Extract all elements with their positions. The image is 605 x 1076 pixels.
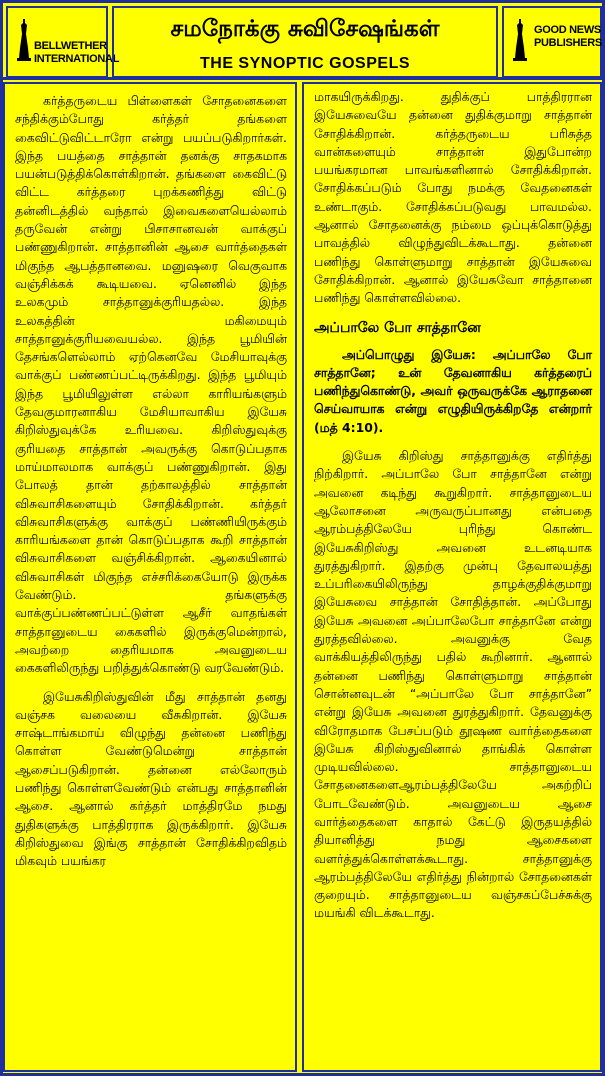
statue-icon (16, 18, 32, 62)
page-header (0, 0, 605, 80)
left-publisher-name: BELLWETHER INTERNATIONAL (34, 40, 120, 65)
page-title-tamil: சமநோக்கு சுவிசேஷங்கள் (170, 16, 440, 42)
right-publisher-name: GOOD NEWS PUBLISHERS (534, 24, 602, 49)
right-column (302, 82, 602, 1072)
page-title-english: THE SYNOPTIC GOSPELS (199, 55, 411, 72)
section-heading: அப்பாலே போ சாத்தானே (314, 319, 481, 336)
statue-icon (512, 18, 528, 62)
scripture-quote: அப்பொழுது இயேசு: அப்பாலே போ சாத்தானே; உன் தேவனாகிய கர்த்தரைப் பணிந்துகொண்டு, அவர் ஒருவருக்கே ஆராதனை செய்வாயாக என்று எழுதியிருக்கிறதே என்றார் (மத் 4:10). (314, 346, 592, 435)
paragraph: இயேசுகிறிஸ்துவின் மீது சாத்தான் தனது வஞ்சக வலையை வீசுகிறான். இயேசு சாஷ்டாங்கமாய் விழுந்து தன்னை பணிந்து கொள்ள வேண்டுமென்று சாத்தான் ஆசைப்படுகிறான். தன்னை எல்லோரும் பணிந்து கொள்ளவேண்டும் என்பது சாத்தானின் ஆசை. ஆனால் கர்த்தர் மாத்திரமே நமது துதிகளுக்கு பாத்திரராக இருக்கிறார். இயேசு கிறிஸ்துவை இங்கு சாத்தான் சோதிக்கிறவிதம் மிகவும் பயங்கர (15, 688, 287, 869)
left-column (3, 82, 297, 1072)
right-publisher-box (502, 6, 602, 78)
paragraph: கர்த்தருடைய பிள்ளைகள் சோதனைகளை சந்திக்கும்போது கர்த்தர் தங்களை கைவிட்டுவிட்டாரோ என்று பயப்படுகிறார்கள். இந்த பயத்தை சாத்தான் தனக்கு சாதகமாக பயன்படுத்திக்கொள்கிறான். தங்களை கைவிட்டு விட்ட கர்த்தரை புறக்கணித்து விட்டு தன்னிடத்தில் வந்தால் இவைகளையெல்லாம் தருவேன் என்று பிசாசானவன் வாக்குப் பண்ணுகிறான். சாத்தானின் ஆசை வார்த்தைகள் மிகுந்த ஆபத்தானவை. மனுஷரை வெகுவாக வஞ்சிக்கக் கூடியவை. ஏனெனில் இந்த உலகமும் சாத்தானுக்குரியதல்ல. இந்த உலகத்தின் மகிமையும் சாத்தானுக்குரியவையல்ல. இந்த பூமியின் தேசங்களெல்லாம் ஏற்கெனவே மேசியாவுக்கு வாக்குப் பண்ணப்பட்டிருக்கிறது. இந்த பூமியும் இந்த பூமியிலுள்ள எல்லா காரியங்களும் தேவகுமாரனாகிய மேசியாவாகிய இயேசு கிறிஸ்துவுக்கே உரியவை. கிறிஸ்துவுக்கு குரியதை சாத்தான் அவருக்கு கொடுப்பதாக மாய்மாலமாக வாக்குப் பண்ணுகிறான். இது போலத் தான் தற்காலத்தில் சாத்தான் விசுவாசிகளையும் சோதிக்கிறான். கர்த்தர் விசுவாசிகளுக்கு வாக்குப் பண்ணியிருக்கும் காரியங்களை தான் கொடுப்பதாக கூறி சாத்தான் விசுவாசிகளை வஞ்சிக்கிறான். ஆகையினால் விசுவாசிகள் மிகுந்த எச்சரிக்கையோடு இருக்க வேண்டும். தங்களுக்கு வாக்குப்பண்ணப்பட்டுள்ள ஆசீர் வாதங்கள் சாத்தானுடைய கைகளில் இருக்குமென்றால், அவற்றை தைரியமாக அவனுடைய கைகளிலிருந்து பறித்துக்கொண்டு வரவேண்டும். (15, 93, 287, 676)
left-publisher-box (6, 6, 120, 78)
paragraph-continued: மாகயிருக்கிறது. துதிக்குப் பாத்திரரான இயேசுவையே தன்னை துதிக்குமாறு சாத்தான் சோதிக்கிறான். கர்த்தருடைய பரிசுத்த வான்களையும் சாத்தான் இதுபோன்ற பயங்கரமான பாவங்களினால் சோதிக்கிறான். சோதிக்கப்படும் போது நமக்கு வேதனைகள் உண்டாகும். சோதிக்கப்படுவது பாவமல்ல. ஆனால் சோதனைக்கு நம்மை ஒப்புக்கொடுத்து பாவத்தில் விழுந்துவிடக்கூடாது. தன்னை பணிந்து கொள்ளுமாறு சாத்தான் இயேசுவை சோதிக்கிறான். ஆனால் இயேசுவோ சாத்தானை பணிந்து கொள்ளவில்லை. (314, 89, 592, 306)
paragraph: இயேசு கிறிஸ்து சாத்தானுக்கு எதிர்த்து நிற்கிறார். அப்பாலே போ சாத்தானே என்று அவனை கடிந்து கூறுகிறார். சாத்தானுடைய ஆலோசனை அருவருப்பானது என்பதை ஆரம்பத்திலேயே புரிந்து கொண்ட இயேசுகிறிஸ்து அவனை உடனடியாக துரத்துகிறார். இதற்கு முன்பு தேவாலயத்து உப்பரிகையிலிருந்து தாழக்குதிக்குமாறு இயேசுவை சாத்தான் சோதித்தான். அப்போது இயேசு அவனை அப்பாலேபோ சாத்தானே என்று துரத்தவில்லை. அவனுக்கு வேத வாக்கியத்திலிருந்து பதில் கூறினார். ஆனால் தன்னை பணிந்து கொள்ளுமாறு சாத்தான் சொன்னவுடன் “அப்பாலே போ சாத்தானே” என்று இயேசு அவனை துரத்துகிறார். தேவனுக்கு விரோதமாக பேசப்படும் தூஷண வார்த்தைகளை இயேசு கிறிஸ்துவினால் தாங்கிக் கொள்ள முடியவில்லை. சாத்தானுடைய சோதனைகளைஆரம்பத்திலேயே அகற்றிப் போடவேண்டும். அவனுடைய ஆசை வார்த்தைகளை காதால் கேட்டு இருதயத்தில் தியானித்து நமது ஆசைகளை வளர்த்துக்கொள்ளக்கூடாது. சாத்தானுக்கு ஆரம்பத்திலேயே எதிர்த்து நின்றால் சோதனைகள் குறையும். சாத்தானுடைய வஞ்சகப்பேச்சுக்கு மயங்கி விடக்கூடாது. (314, 448, 592, 921)
title-box (112, 6, 498, 78)
